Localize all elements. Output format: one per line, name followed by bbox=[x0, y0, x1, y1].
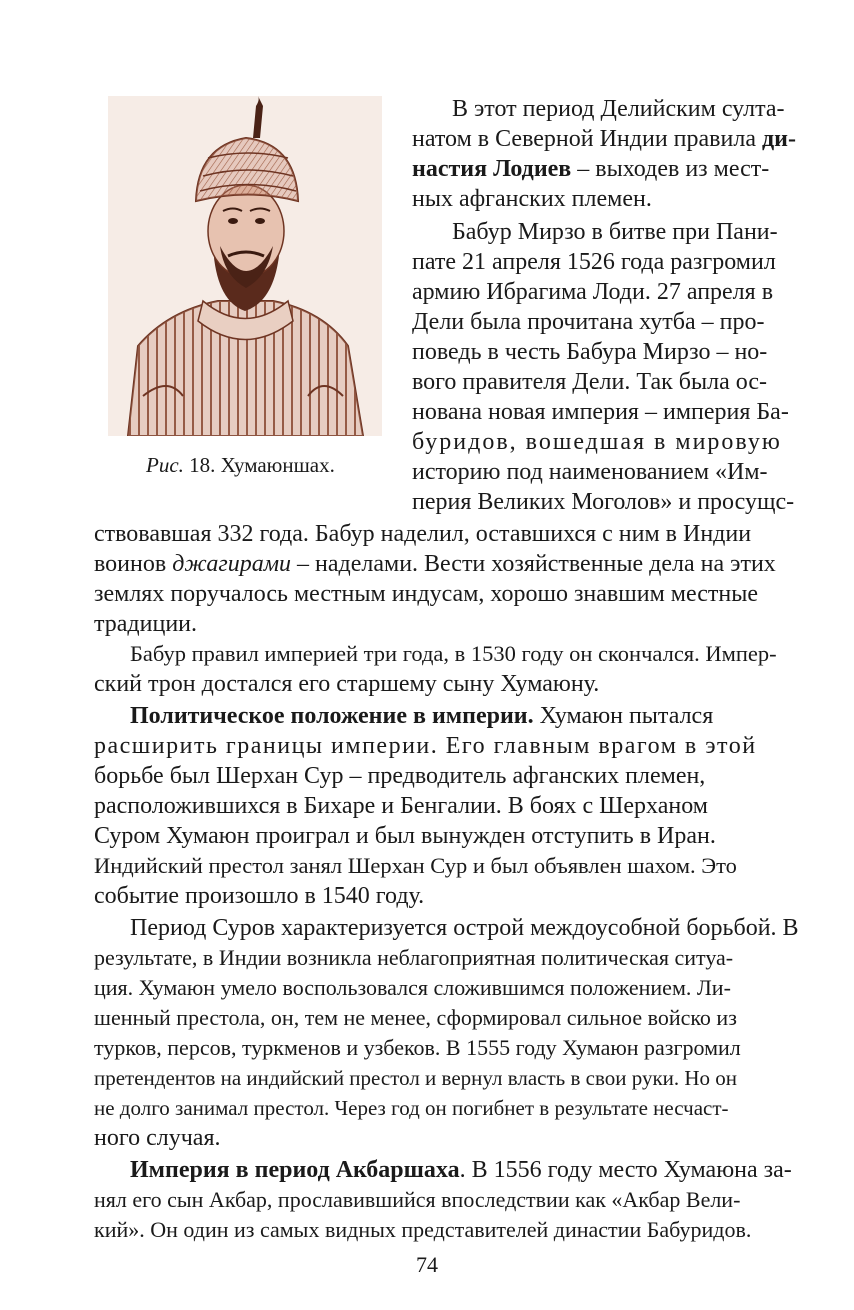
text-line: ных афганских племен. bbox=[412, 186, 652, 212]
text-line: Индийский престол занял Шерхан Сур и был объявлен шахом. Это bbox=[94, 853, 737, 878]
text-span: воинов bbox=[94, 551, 173, 577]
caption-prefix: Рис. bbox=[146, 453, 184, 477]
text-line: результате, в Индии возникла неблагоприятная политическая ситуа- bbox=[94, 945, 734, 970]
portrait-image bbox=[108, 96, 382, 436]
text-line: расширить границы империи. Его главным врагом в этой bbox=[94, 733, 757, 759]
text-line: событие произошло в 1540 году. bbox=[94, 883, 425, 909]
text-line: пате 21 апреля 1526 года разгромил bbox=[412, 249, 776, 275]
text-line: перия Великих Моголов» и просущс- bbox=[412, 489, 795, 515]
text-line: ного случая. bbox=[94, 1125, 221, 1151]
text-line: ствовавшая 332 года. Бабур наделил, оставшихся с ним в Индии bbox=[94, 521, 752, 547]
section-heading: Империя в период Акбаршаха bbox=[130, 1157, 460, 1183]
text-span: натом в Северной Индии правила bbox=[412, 126, 762, 152]
text-span: . В 1556 году место Хумаюна за- bbox=[459, 1157, 792, 1183]
text-line: поведь в честь Бабура Мирзо – но- bbox=[412, 339, 768, 365]
text-line: буридов, вошедшая в мировую bbox=[412, 429, 782, 455]
text-span: – выходев из мест- bbox=[571, 156, 770, 182]
text-line: кий». Он один из самых видных представителей династии Бабуридов. bbox=[94, 1217, 752, 1242]
text-line: Бабур правил империей три года, в 1530 году он скончался. Импер- bbox=[130, 641, 777, 666]
text-line: землях поручалось местным индусам, хорошо знавшим местные bbox=[94, 581, 758, 607]
text-line: Период Суров характеризуется острой междоусобной борьбой. В bbox=[130, 915, 799, 941]
text-line: претендентов на индийский престол и вернул власть в свои руки. Но он bbox=[94, 1066, 738, 1090]
text-line: не долго занимал престол. Через год он погибнет в результате несчаст- bbox=[94, 1096, 729, 1120]
text-line: шенный престола, он, тем не менее, сформировал сильное войско из bbox=[94, 1005, 737, 1030]
text-line: Бабур Мирзо в битве при Пани- bbox=[452, 219, 778, 245]
bold-term: ди- bbox=[761, 126, 796, 152]
text-line: борьбе был Шерхан Сур – предводитель афганских племен, bbox=[94, 763, 706, 789]
text-line: историю под наименованием «Им- bbox=[412, 459, 768, 485]
text-span: – наделами. Вести хозяйственные дела на этих bbox=[291, 551, 776, 577]
text-line: ский трон достался его старшему сыну Хумаюну. bbox=[94, 671, 600, 697]
text-line bbox=[130, 702, 713, 730]
text-line: нована новая империя – империя Ба- bbox=[412, 399, 789, 425]
text-span: Хумаюн пытался bbox=[533, 703, 714, 729]
text-line bbox=[412, 155, 769, 183]
text-line bbox=[94, 550, 776, 578]
section-heading: Политическое положение в империи. bbox=[130, 703, 534, 729]
text-line: Дели была прочитана хутба – про- bbox=[412, 309, 765, 335]
text-line bbox=[130, 1156, 792, 1184]
text-line: В этот период Делийским султа- bbox=[452, 96, 785, 122]
text-line: расположившихся в Бихаре и Бенгалии. В боях с Шерханом bbox=[94, 793, 708, 819]
text-line: традиции. bbox=[94, 611, 198, 637]
text-line: ция. Хумаюн умело воспользовался сложившимся положением. Ли- bbox=[94, 975, 731, 1000]
text-line: вого правителя Дели. Так была ос- bbox=[412, 369, 767, 395]
caption-text: 18. Хумаюншах. bbox=[189, 453, 335, 477]
text-line: Суром Хумаюн проиграл и был вынужден отступить в Иран. bbox=[94, 823, 716, 849]
page-number: 74 bbox=[416, 1252, 438, 1277]
bold-term: настия Лодиев bbox=[412, 156, 572, 182]
text-line bbox=[412, 125, 796, 153]
text-line: нял его сын Акбар, прославившийся впоследствии как «Акбар Вели- bbox=[94, 1187, 741, 1212]
figure-caption bbox=[146, 452, 335, 478]
text-line: армию Ибрагима Лоди. 27 апреля в bbox=[412, 279, 774, 305]
text-line: турков, персов, туркменов и узбеков. В 1555 году Хумаюн разгромил bbox=[94, 1035, 741, 1060]
italic-term: джагирами bbox=[172, 551, 292, 577]
